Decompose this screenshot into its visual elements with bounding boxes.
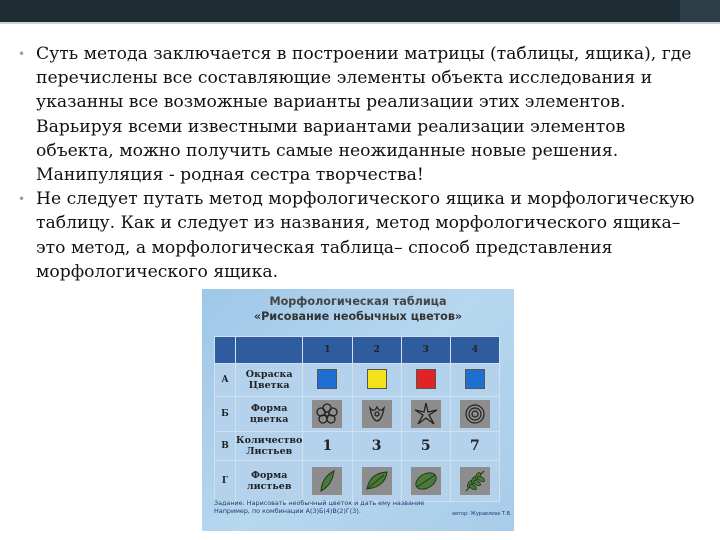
header-cell-empty — [236, 337, 303, 364]
leaf-count: 1 — [322, 438, 333, 454]
figure-title: Морфологическая таблица — [269, 295, 447, 308]
header-cell: 4 — [450, 337, 499, 364]
oval-leaf-icon — [411, 467, 441, 495]
blue-square-icon — [317, 369, 337, 389]
morphological-table-image — [202, 289, 514, 531]
five-petal-flower-icon — [312, 400, 342, 428]
yellow-square-icon — [367, 369, 387, 389]
row-label: Форма цветка — [236, 397, 303, 432]
table-row — [215, 461, 500, 502]
number-cell — [450, 432, 499, 461]
table-row — [215, 432, 500, 461]
row-letter: Г — [215, 461, 236, 502]
leaf-count: 5 — [420, 438, 431, 454]
slide-top-bar — [0, 0, 720, 22]
fern-leaf-icon — [460, 467, 490, 495]
table-header-row — [215, 337, 500, 364]
bullet-dot-icon: • — [18, 47, 26, 61]
wide-leaf-icon — [362, 467, 392, 495]
pointed-petal-flower-icon — [411, 400, 441, 428]
color-cell — [303, 364, 352, 397]
bullet-text: Не следует путать метод морфологического ящика и морфологическую таблицу. Как и следует из названия, метод морфологического ящика– это метод, а морфологическая таблица– способ представления морфологического ящика. — [36, 189, 695, 282]
morphological-table — [214, 336, 500, 502]
tulip-flower-icon — [362, 400, 392, 428]
color-cell — [450, 364, 499, 397]
figure-author: автор: Журавлева Т.В. — [452, 511, 512, 517]
leaf-count: 3 — [371, 438, 382, 454]
row-letter: Б — [215, 397, 236, 432]
shape-cell — [352, 461, 401, 502]
rose-flower-icon — [460, 400, 490, 428]
shape-cell — [401, 461, 450, 502]
shape-cell — [303, 461, 352, 502]
bullet-item — [18, 42, 710, 187]
number-cell — [352, 432, 401, 461]
header-cell: 1 — [303, 337, 352, 364]
narrow-leaf-icon — [312, 467, 342, 495]
header-cell: 3 — [401, 337, 450, 364]
shape-cell — [450, 397, 499, 432]
bullet-dot-icon: • — [18, 192, 26, 207]
shape-cell — [401, 397, 450, 432]
color-cell — [352, 364, 401, 397]
row-label: Окраска Цветка — [236, 364, 303, 397]
slide-content — [18, 42, 710, 284]
slide-corner-tab — [680, 0, 720, 22]
bullet-text: Суть метода заключается в построении матрицы (таблицы, ящика), где перечислены все составляющие элементы объекта исследования и указанны все возможные варианты реализации этих элементов. Варьируя всеми известными вариантами реализации элементов объекта, можно получить самые неожиданные новые решения. Манипуляция - родная сестра творчества! — [36, 44, 692, 186]
row-label: Количество Листьев — [236, 432, 303, 461]
shape-cell — [352, 397, 401, 432]
bullet-item — [18, 187, 710, 284]
color-cell — [401, 364, 450, 397]
header-cell-empty — [215, 337, 236, 364]
figure-footnote: Задание: Нарисовать необычный цветок и дать ему название Например, по комбинации А(3)Б(4)В(2)Г(3). — [214, 499, 425, 515]
table-row — [215, 397, 500, 432]
row-letter: А — [215, 364, 236, 397]
header-cell: 2 — [352, 337, 401, 364]
figure-subtitle: «Рисование необычных цветов» — [253, 310, 463, 323]
shape-cell — [450, 461, 499, 502]
shape-cell — [303, 397, 352, 432]
number-cell — [303, 432, 352, 461]
row-letter: В — [215, 432, 236, 461]
leaf-count: 7 — [470, 438, 480, 454]
slide-accent-line — [0, 22, 720, 24]
red-square-icon — [416, 369, 436, 389]
number-cell — [401, 432, 450, 461]
row-label: Форма листьев — [236, 461, 303, 502]
blue-square-icon — [465, 369, 485, 389]
table-row — [215, 364, 500, 397]
